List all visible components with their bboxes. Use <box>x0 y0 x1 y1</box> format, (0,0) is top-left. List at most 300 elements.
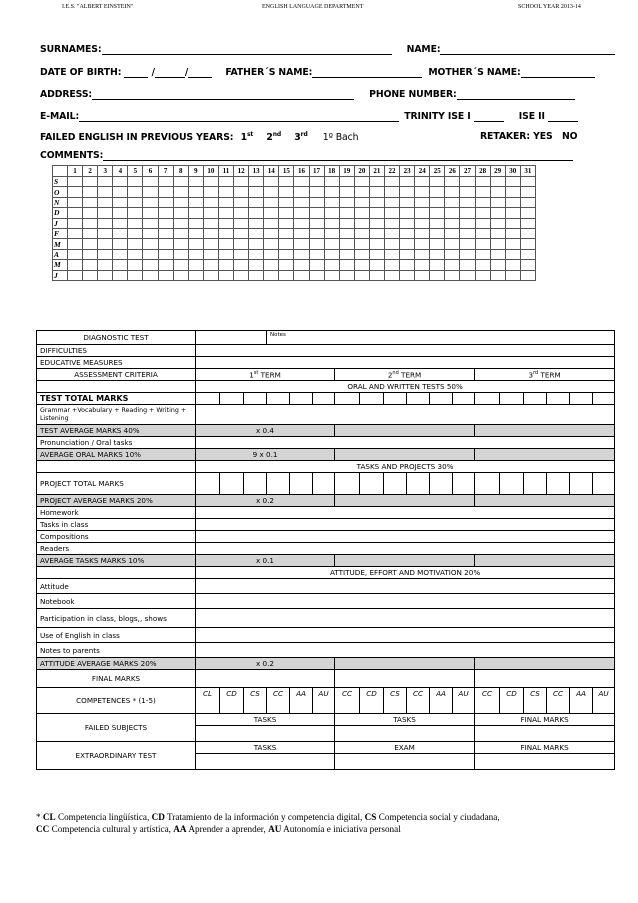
failed-bach[interactable]: 1º Bach <box>322 132 359 144</box>
dob-month-field[interactable] <box>155 67 185 78</box>
attendance-cell[interactable] <box>188 218 203 228</box>
extraordinary-value-2[interactable] <box>335 754 475 770</box>
attendance-cell[interactable] <box>369 218 384 228</box>
attendance-cell[interactable] <box>430 218 445 228</box>
mark-cell[interactable] <box>220 393 244 405</box>
attendance-cell[interactable] <box>490 239 505 249</box>
attendance-cell[interactable] <box>279 177 294 187</box>
attendance-cell[interactable] <box>384 239 399 249</box>
educative-measures-field[interactable] <box>196 357 615 369</box>
mark-cell[interactable] <box>384 473 407 495</box>
competence-code[interactable]: AA <box>430 688 453 714</box>
attendance-cell[interactable] <box>98 208 113 218</box>
failed-1st[interactable]: 1st <box>240 131 254 144</box>
competence-code[interactable]: AU <box>453 688 475 714</box>
attendance-cell[interactable] <box>279 208 294 218</box>
attendance-cell[interactable] <box>113 260 128 270</box>
attendance-cell[interactable] <box>490 249 505 259</box>
attendance-cell[interactable] <box>143 270 158 280</box>
attendance-cell[interactable] <box>475 228 490 238</box>
mark-cell[interactable] <box>475 393 500 405</box>
attendance-cell[interactable] <box>113 187 128 197</box>
attendance-cell[interactable] <box>430 249 445 259</box>
attendance-cell[interactable] <box>520 249 535 259</box>
attendance-cell[interactable] <box>369 228 384 238</box>
attendance-cell[interactable] <box>294 187 309 197</box>
attendance-cell[interactable] <box>430 197 445 207</box>
attendance-cell[interactable] <box>113 239 128 249</box>
attendance-cell[interactable] <box>83 270 98 280</box>
attendance-cell[interactable] <box>460 239 475 249</box>
attendance-cell[interactable] <box>113 208 128 218</box>
oral-average-t2[interactable] <box>335 449 475 461</box>
attendance-cell[interactable] <box>128 260 143 270</box>
attendance-cell[interactable] <box>249 228 264 238</box>
mark-cell[interactable] <box>500 473 524 495</box>
participation-field[interactable] <box>196 609 615 628</box>
attendance-cell[interactable] <box>475 187 490 197</box>
attendance-cell[interactable] <box>218 197 233 207</box>
mark-cell[interactable] <box>430 473 453 495</box>
tasks-average-t2[interactable] <box>335 555 475 567</box>
attendance-cell[interactable] <box>339 270 354 280</box>
attendance-cell[interactable] <box>173 260 188 270</box>
attendance-cell[interactable] <box>520 177 535 187</box>
attendance-cell[interactable] <box>460 270 475 280</box>
attendance-cell[interactable] <box>475 239 490 249</box>
attendance-cell[interactable] <box>279 228 294 238</box>
attendance-cell[interactable] <box>339 260 354 270</box>
failed-3rd[interactable]: 3rd <box>294 131 308 144</box>
attendance-cell[interactable] <box>83 208 98 218</box>
attendance-cell[interactable] <box>430 177 445 187</box>
attendance-cell[interactable] <box>98 197 113 207</box>
attendance-cell[interactable] <box>415 177 430 187</box>
attendance-cell[interactable] <box>384 249 399 259</box>
tasks-average-t3[interactable] <box>475 555 615 567</box>
mark-cell[interactable] <box>360 473 384 495</box>
attendance-cell[interactable] <box>218 177 233 187</box>
compositions-field[interactable] <box>196 531 615 543</box>
address-field[interactable] <box>92 89 354 100</box>
attendance-cell[interactable] <box>520 260 535 270</box>
mark-cell[interactable] <box>220 473 244 495</box>
attendance-cell[interactable] <box>339 177 354 187</box>
attendance-cell[interactable] <box>143 249 158 259</box>
attendance-cell[interactable] <box>309 208 324 218</box>
attendance-cell[interactable] <box>128 249 143 259</box>
attendance-cell[interactable] <box>430 239 445 249</box>
attendance-cell[interactable] <box>203 218 218 228</box>
mark-cell[interactable] <box>524 393 547 405</box>
attendance-cell[interactable] <box>234 197 249 207</box>
attendance-cell[interactable] <box>415 208 430 218</box>
attendance-cell[interactable] <box>384 177 399 187</box>
attendance-cell[interactable] <box>475 270 490 280</box>
attendance-cell[interactable] <box>113 197 128 207</box>
attendance-cell[interactable] <box>173 249 188 259</box>
attendance-cell[interactable] <box>490 177 505 187</box>
surnames-field[interactable] <box>102 44 392 55</box>
attendance-cell[interactable] <box>173 177 188 187</box>
attendance-cell[interactable] <box>369 260 384 270</box>
mark-cell[interactable] <box>524 473 547 495</box>
attendance-cell[interactable] <box>354 260 369 270</box>
attendance-cell[interactable] <box>400 177 415 187</box>
attendance-cell[interactable] <box>279 249 294 259</box>
attendance-cell[interactable] <box>143 228 158 238</box>
attendance-cell[interactable] <box>460 249 475 259</box>
attendance-cell[interactable] <box>68 197 83 207</box>
project-average-t2[interactable] <box>335 495 475 507</box>
project-average-t3[interactable] <box>475 495 615 507</box>
failed-subjects-value-3[interactable] <box>475 726 615 742</box>
retaker-label[interactable]: RETAKER: YES NO <box>480 131 578 142</box>
attendance-cell[interactable] <box>490 197 505 207</box>
mark-cell[interactable] <box>335 473 360 495</box>
attendance-cell[interactable] <box>98 218 113 228</box>
mother-field[interactable] <box>521 67 595 78</box>
attendance-cell[interactable] <box>384 218 399 228</box>
attendance-cell[interactable] <box>294 197 309 207</box>
mark-cell[interactable] <box>475 473 500 495</box>
attendance-cell[interactable] <box>490 187 505 197</box>
attendance-cell[interactable] <box>158 218 173 228</box>
attendance-cell[interactable] <box>415 197 430 207</box>
attendance-cell[interactable] <box>354 239 369 249</box>
attendance-cell[interactable] <box>294 239 309 249</box>
attendance-cell[interactable] <box>264 228 279 238</box>
attendance-cell[interactable] <box>354 187 369 197</box>
attendance-cell[interactable] <box>234 208 249 218</box>
attendance-cell[interactable] <box>505 177 520 187</box>
attendance-cell[interactable] <box>203 260 218 270</box>
attendance-cell[interactable] <box>415 260 430 270</box>
attendance-cell[interactable] <box>218 249 233 259</box>
mark-cell[interactable] <box>453 393 475 405</box>
attendance-cell[interactable] <box>218 187 233 197</box>
mark-cell[interactable] <box>593 393 615 405</box>
mark-cell[interactable] <box>267 473 290 495</box>
diagnostic-score-cell[interactable] <box>196 331 267 345</box>
attendance-cell[interactable] <box>294 218 309 228</box>
attendance-cell[interactable] <box>83 197 98 207</box>
attendance-cell[interactable] <box>324 208 339 218</box>
notes-to-parents-field[interactable] <box>196 643 615 658</box>
attendance-cell[interactable] <box>460 260 475 270</box>
attendance-cell[interactable] <box>98 177 113 187</box>
competence-code[interactable]: CS <box>244 688 267 714</box>
attendance-cell[interactable] <box>490 218 505 228</box>
attendance-cell[interactable] <box>294 270 309 280</box>
attendance-cell[interactable] <box>68 270 83 280</box>
attendance-cell[interactable] <box>83 218 98 228</box>
competence-code[interactable]: CD <box>360 688 384 714</box>
final-marks-t2[interactable] <box>335 670 475 688</box>
attendance-cell[interactable] <box>68 208 83 218</box>
attendance-cell[interactable] <box>505 260 520 270</box>
attendance-cell[interactable] <box>460 228 475 238</box>
attendance-cell[interactable] <box>430 260 445 270</box>
attendance-cell[interactable] <box>520 208 535 218</box>
attendance-cell[interactable] <box>128 187 143 197</box>
mark-cell[interactable] <box>547 393 570 405</box>
attendance-cell[interactable] <box>234 177 249 187</box>
attendance-cell[interactable] <box>520 239 535 249</box>
attendance-cell[interactable] <box>264 177 279 187</box>
attendance-cell[interactable] <box>309 260 324 270</box>
mark-cell[interactable] <box>360 393 384 405</box>
attendance-cell[interactable] <box>294 208 309 218</box>
failed-subjects-value-1[interactable] <box>196 726 335 742</box>
trinity-ise2-field[interactable] <box>548 111 578 122</box>
attendance-cell[interactable] <box>218 260 233 270</box>
attendance-cell[interactable] <box>384 270 399 280</box>
attendance-cell[interactable] <box>520 270 535 280</box>
attendance-cell[interactable] <box>475 260 490 270</box>
oral-average-t3[interactable] <box>475 449 615 461</box>
attendance-cell[interactable] <box>505 218 520 228</box>
attendance-cell[interactable] <box>264 197 279 207</box>
name-field[interactable] <box>440 44 615 55</box>
mark-cell[interactable] <box>313 393 335 405</box>
attendance-cell[interactable] <box>218 228 233 238</box>
attendance-cell[interactable] <box>415 239 430 249</box>
trinity-ise1-field[interactable] <box>474 111 504 122</box>
attendance-cell[interactable] <box>128 218 143 228</box>
attendance-cell[interactable] <box>400 187 415 197</box>
attendance-cell[interactable] <box>490 260 505 270</box>
attendance-cell[interactable] <box>203 228 218 238</box>
extraordinary-value-1[interactable] <box>196 754 335 770</box>
attendance-cell[interactable] <box>369 270 384 280</box>
mark-cell[interactable] <box>547 473 570 495</box>
mark-cell[interactable] <box>267 393 290 405</box>
mark-cell[interactable] <box>407 393 430 405</box>
attendance-cell[interactable] <box>505 208 520 218</box>
attendance-cell[interactable] <box>249 177 264 187</box>
attendance-cell[interactable] <box>369 208 384 218</box>
diagnostic-notes[interactable]: Notes <box>267 331 615 345</box>
attendance-cell[interactable] <box>400 197 415 207</box>
test-average-t3[interactable] <box>475 425 615 437</box>
attendance-cell[interactable] <box>249 197 264 207</box>
attendance-cell[interactable] <box>264 270 279 280</box>
attendance-cell[interactable] <box>324 239 339 249</box>
attendance-cell[interactable] <box>83 177 98 187</box>
mark-cell[interactable] <box>196 393 220 405</box>
attendance-cell[interactable] <box>279 270 294 280</box>
mark-cell[interactable] <box>290 393 313 405</box>
attendance-cell[interactable] <box>203 208 218 218</box>
attendance-cell[interactable] <box>369 249 384 259</box>
attendance-cell[interactable] <box>218 270 233 280</box>
failed-2nd[interactable]: 2nd <box>266 131 282 144</box>
attendance-cell[interactable] <box>234 218 249 228</box>
attendance-cell[interactable] <box>505 249 520 259</box>
attendance-cell[interactable] <box>400 260 415 270</box>
attendance-cell[interactable] <box>445 249 460 259</box>
attendance-cell[interactable] <box>98 270 113 280</box>
attendance-cell[interactable] <box>173 228 188 238</box>
attendance-cell[interactable] <box>113 177 128 187</box>
attitude-field[interactable] <box>196 579 615 594</box>
attendance-cell[interactable] <box>400 249 415 259</box>
attendance-cell[interactable] <box>68 239 83 249</box>
attendance-cell[interactable] <box>173 187 188 197</box>
attendance-cell[interactable] <box>354 208 369 218</box>
attendance-cell[interactable] <box>128 208 143 218</box>
attendance-cell[interactable] <box>415 187 430 197</box>
attendance-cell[interactable] <box>98 239 113 249</box>
attendance-cell[interactable] <box>279 187 294 197</box>
attendance-cell[interactable] <box>249 249 264 259</box>
attendance-cell[interactable] <box>354 197 369 207</box>
extraordinary-value-3[interactable] <box>475 754 615 770</box>
attendance-cell[interactable] <box>203 239 218 249</box>
attendance-cell[interactable] <box>490 228 505 238</box>
attendance-cell[interactable] <box>188 208 203 218</box>
attendance-cell[interactable] <box>158 249 173 259</box>
mark-cell[interactable] <box>244 393 267 405</box>
attendance-cell[interactable] <box>324 218 339 228</box>
attendance-cell[interactable] <box>384 260 399 270</box>
attendance-cell[interactable] <box>384 228 399 238</box>
attendance-cell[interactable] <box>475 249 490 259</box>
attendance-cell[interactable] <box>520 218 535 228</box>
attendance-cell[interactable] <box>218 239 233 249</box>
attendance-cell[interactable] <box>173 218 188 228</box>
attendance-cell[interactable] <box>83 228 98 238</box>
attendance-cell[interactable] <box>445 228 460 238</box>
attendance-cell[interactable] <box>158 208 173 218</box>
final-marks-t3[interactable] <box>475 670 615 688</box>
attendance-cell[interactable] <box>98 260 113 270</box>
father-field[interactable] <box>312 67 422 78</box>
competence-code[interactable]: AU <box>313 688 335 714</box>
attendance-cell[interactable] <box>339 218 354 228</box>
attendance-cell[interactable] <box>445 208 460 218</box>
attendance-cell[interactable] <box>369 239 384 249</box>
attendance-cell[interactable] <box>460 177 475 187</box>
mark-cell[interactable] <box>593 473 615 495</box>
mark-cell[interactable] <box>430 393 453 405</box>
attendance-cell[interactable] <box>400 270 415 280</box>
attendance-cell[interactable] <box>415 228 430 238</box>
attendance-cell[interactable] <box>173 208 188 218</box>
attendance-cell[interactable] <box>234 228 249 238</box>
attendance-cell[interactable] <box>203 270 218 280</box>
attendance-cell[interactable] <box>279 239 294 249</box>
attendance-cell[interactable] <box>264 208 279 218</box>
competence-code[interactable]: CC <box>475 688 500 714</box>
attendance-cell[interactable] <box>294 260 309 270</box>
attendance-cell[interactable] <box>188 270 203 280</box>
attendance-cell[interactable] <box>354 270 369 280</box>
attendance-cell[interactable] <box>234 187 249 197</box>
attendance-cell[interactable] <box>445 177 460 187</box>
attendance-cell[interactable] <box>128 228 143 238</box>
attendance-cell[interactable] <box>324 187 339 197</box>
attendance-cell[interactable] <box>309 249 324 259</box>
attendance-cell[interactable] <box>203 197 218 207</box>
attendance-cell[interactable] <box>415 270 430 280</box>
attendance-cell[interactable] <box>430 208 445 218</box>
attendance-cell[interactable] <box>354 228 369 238</box>
competence-code[interactable]: CC <box>267 688 290 714</box>
attendance-cell[interactable] <box>460 187 475 197</box>
attendance-cell[interactable] <box>445 197 460 207</box>
attendance-cell[interactable] <box>83 260 98 270</box>
difficulties-field[interactable] <box>196 345 615 357</box>
attendance-cell[interactable] <box>430 270 445 280</box>
attendance-cell[interactable] <box>324 177 339 187</box>
attendance-cell[interactable] <box>520 228 535 238</box>
competence-code[interactable]: AU <box>593 688 615 714</box>
competence-code[interactable]: CC <box>335 688 360 714</box>
phone-field[interactable] <box>457 89 575 100</box>
attendance-cell[interactable] <box>309 218 324 228</box>
attendance-cell[interactable] <box>68 228 83 238</box>
attendance-cell[interactable] <box>445 239 460 249</box>
attendance-cell[interactable] <box>339 249 354 259</box>
attendance-cell[interactable] <box>264 249 279 259</box>
attendance-cell[interactable] <box>354 177 369 187</box>
attendance-cell[interactable] <box>218 208 233 218</box>
attendance-cell[interactable] <box>249 270 264 280</box>
attendance-cell[interactable] <box>309 270 324 280</box>
attendance-cell[interactable] <box>324 249 339 259</box>
attitude-average-t2[interactable] <box>335 658 475 670</box>
attendance-cell[interactable] <box>505 187 520 197</box>
mark-cell[interactable] <box>384 393 407 405</box>
attendance-cell[interactable] <box>68 218 83 228</box>
attendance-cell[interactable] <box>339 239 354 249</box>
attendance-cell[interactable] <box>309 239 324 249</box>
attendance-cell[interactable] <box>445 187 460 197</box>
dob-year-field[interactable] <box>188 67 212 78</box>
attendance-cell[interactable] <box>445 270 460 280</box>
attendance-cell[interactable] <box>113 270 128 280</box>
attendance-cell[interactable] <box>460 218 475 228</box>
attendance-cell[interactable] <box>128 177 143 187</box>
attendance-cell[interactable] <box>234 260 249 270</box>
attendance-cell[interactable] <box>294 228 309 238</box>
attendance-cell[interactable] <box>324 197 339 207</box>
attendance-cell[interactable] <box>158 270 173 280</box>
attendance-cell[interactable] <box>430 228 445 238</box>
attendance-cell[interactable] <box>384 197 399 207</box>
attendance-cell[interactable] <box>143 187 158 197</box>
attendance-cell[interactable] <box>294 249 309 259</box>
attendance-cell[interactable] <box>445 260 460 270</box>
attendance-cell[interactable] <box>339 197 354 207</box>
attendance-cell[interactable] <box>324 270 339 280</box>
attendance-cell[interactable] <box>188 249 203 259</box>
competence-code[interactable]: CS <box>524 688 547 714</box>
attendance-cell[interactable] <box>83 187 98 197</box>
mark-cell[interactable] <box>453 473 475 495</box>
attendance-cell[interactable] <box>505 228 520 238</box>
attendance-cell[interactable] <box>158 197 173 207</box>
notebook-field[interactable] <box>196 594 615 609</box>
attendance-cell[interactable] <box>354 218 369 228</box>
attendance-cell[interactable] <box>520 197 535 207</box>
attendance-cell[interactable] <box>143 177 158 187</box>
attendance-cell[interactable] <box>354 249 369 259</box>
attendance-cell[interactable] <box>218 218 233 228</box>
attendance-cell[interactable] <box>98 249 113 259</box>
